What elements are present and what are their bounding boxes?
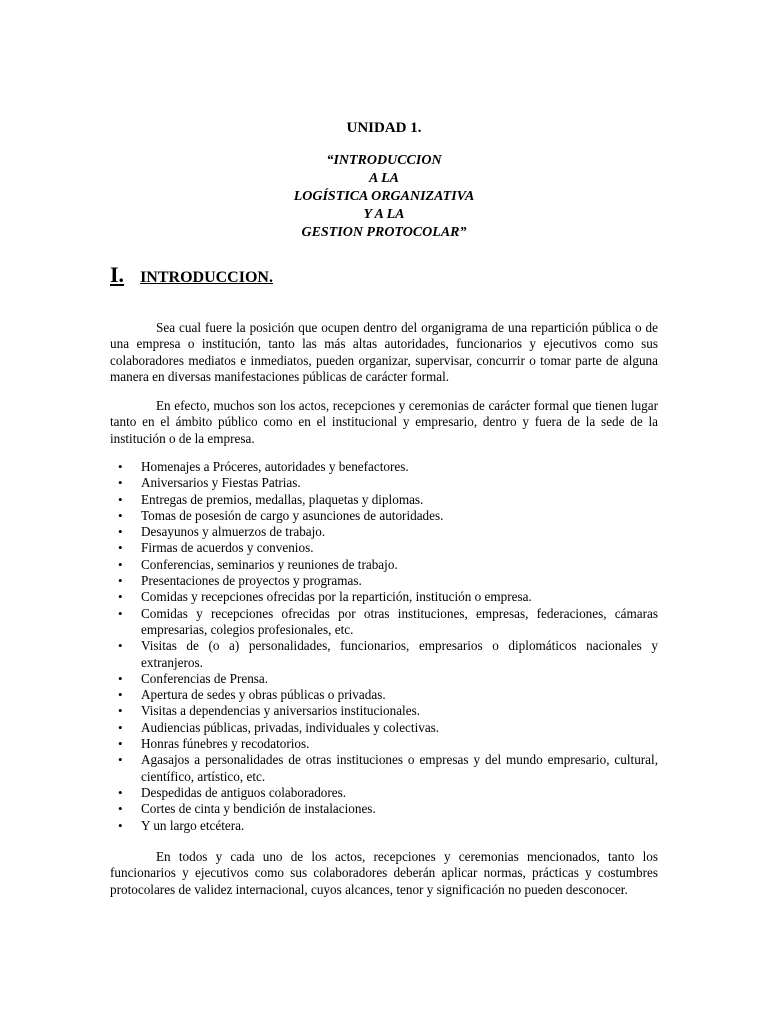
list-item-text: Conferencias de Prensa. bbox=[141, 670, 269, 686]
list-item-text: Visitas de (o a) personalidades, funcionarios, empresarios o diplomáticos nacionales y extranjeros. bbox=[141, 638, 658, 670]
list-item-text: Agasajos a personalidades de otras instituciones o empresas y del mundo empresario, cultural, científico, artístico, etc. bbox=[141, 752, 658, 784]
list-item-text: Audiencias públicas, privadas, individuales y colectivas. bbox=[141, 719, 440, 735]
list-item-text: Honras fúnebres y recodatorios. bbox=[141, 736, 310, 752]
list-item-text: Y un largo etcétera. bbox=[141, 817, 245, 833]
events-list bbox=[110, 459, 658, 834]
bullet-icon: • bbox=[118, 524, 123, 540]
bullet-icon: • bbox=[118, 507, 123, 523]
list-item-text: Apertura de sedes y obras públicas o privadas. bbox=[141, 687, 386, 703]
bullet-icon: • bbox=[118, 752, 123, 768]
list-item bbox=[110, 540, 658, 556]
list-item-text: Homenajes a Próceres, autoridades y benefactores. bbox=[141, 459, 409, 474]
list-item-text: Desayunos y almuerzos de trabajo. bbox=[141, 524, 326, 540]
list-item bbox=[110, 524, 658, 540]
bullet-icon: • bbox=[118, 687, 123, 703]
list-item bbox=[110, 801, 658, 817]
list-item bbox=[110, 557, 658, 573]
list-item-text: Conferencias, seminarios y reuniones de trabajo. bbox=[141, 556, 398, 572]
section-title: INTRODUCCION. bbox=[140, 269, 273, 286]
list-item bbox=[110, 589, 658, 605]
bullet-icon: • bbox=[118, 605, 123, 621]
intro-paragraph bbox=[110, 320, 658, 385]
paragraph-text: En efecto, muchos son los actos, recepciones y ceremonias de carácter formal que tienen lugar tanto en el ámbito público como en el institucional y empresario, dentro y fuera de la sede de la institución o de la empresa. bbox=[110, 398, 658, 446]
list-item-text: Comidas y recepciones ofrecidas por la repartición, institución o empresa. bbox=[141, 589, 532, 605]
section-number: I. bbox=[110, 262, 125, 287]
paragraph-text: En todos y cada uno de los actos, recepciones y ceremonias mencionados, tanto los funcionarios y ejecutivos como sus colaboradores deberán aplicar normas, prácticas y costumbres protocolares de validez internacional, cuyos alcances, tenor y significación no pueden desconocer. bbox=[110, 849, 658, 897]
list-item bbox=[110, 638, 658, 671]
bullet-icon: • bbox=[118, 491, 123, 507]
subtitle-line: A LA bbox=[369, 171, 399, 186]
list-item-text: Firmas de acuerdos y convenios. bbox=[141, 540, 314, 556]
section-heading bbox=[110, 262, 273, 288]
subtitle-line: Y A LA bbox=[363, 207, 405, 222]
closing-paragraph bbox=[110, 849, 658, 898]
bullet-icon: • bbox=[118, 784, 123, 800]
list-item-text: Tomas de posesión de cargo y asunciones de autoridades. bbox=[141, 507, 444, 523]
list-item bbox=[110, 785, 658, 801]
bullet-icon: • bbox=[118, 540, 123, 556]
document-subtitle bbox=[0, 152, 768, 242]
bullet-icon: • bbox=[118, 801, 123, 817]
subtitle-line: GESTION PROTOCOLAR” bbox=[301, 225, 467, 240]
bullet-icon: • bbox=[118, 475, 123, 491]
list-item bbox=[110, 459, 658, 475]
bullet-icon: • bbox=[118, 719, 123, 735]
bullet-icon: • bbox=[118, 589, 123, 605]
bullet-icon: • bbox=[118, 736, 123, 752]
list-item bbox=[110, 492, 658, 508]
list-item-text: Presentaciones de proyectos y programas. bbox=[141, 573, 362, 589]
list-item-text: Visitas a dependencias y aniversarios institucionales. bbox=[141, 703, 420, 719]
list-item bbox=[110, 720, 658, 736]
bullet-icon: • bbox=[118, 703, 123, 719]
list-item bbox=[110, 573, 658, 589]
list-item bbox=[110, 703, 658, 719]
list-item-text: Entregas de premios, medallas, plaquetas y diplomas. bbox=[141, 491, 424, 507]
bullet-icon: • bbox=[118, 817, 123, 833]
list-item bbox=[110, 736, 658, 752]
list-item-text: Cortes de cinta y bendición de instalaciones. bbox=[141, 801, 376, 817]
bullet-icon: • bbox=[118, 573, 123, 589]
list-item-text: Comidas y recepciones ofrecidas por otras instituciones, empresas, federaciones, cámaras empresarias, colegios profesionales, etc. bbox=[141, 605, 658, 637]
events-paragraph bbox=[110, 398, 658, 447]
list-item bbox=[110, 687, 658, 703]
list-item bbox=[110, 508, 658, 524]
paragraph-text: Sea cual fuere la posición que ocupen dentro del organigrama de una repartición pública o de una empresa o institución, tanto las más altas autoridades, funcionarios y ejecutivos como sus colaboradores mediatos e inmediatos, pueden organizar, supervisar, concurrir o tomar parte de alguna manera en diversas manifestaciones públicas de carácter formal. bbox=[110, 320, 658, 384]
subtitle-line: LOGÍSTICA ORGANIZATIVA bbox=[293, 189, 475, 204]
unit-title: UNIDAD 1. bbox=[346, 120, 422, 136]
list-item bbox=[110, 671, 658, 687]
list-item bbox=[110, 752, 658, 785]
list-item bbox=[110, 475, 658, 491]
list-item-text: Aniversarios y Fiestas Patrias. bbox=[141, 475, 301, 491]
list-item bbox=[110, 818, 658, 834]
bullet-icon: • bbox=[118, 638, 123, 654]
bullet-icon: • bbox=[118, 459, 123, 474]
subtitle-line: “INTRODUCCION bbox=[326, 153, 442, 168]
bullet-icon: • bbox=[118, 670, 123, 686]
bullet-icon: • bbox=[118, 556, 123, 572]
list-item-text: Despedidas de antiguos colaboradores. bbox=[141, 784, 347, 800]
list-item bbox=[110, 606, 658, 639]
